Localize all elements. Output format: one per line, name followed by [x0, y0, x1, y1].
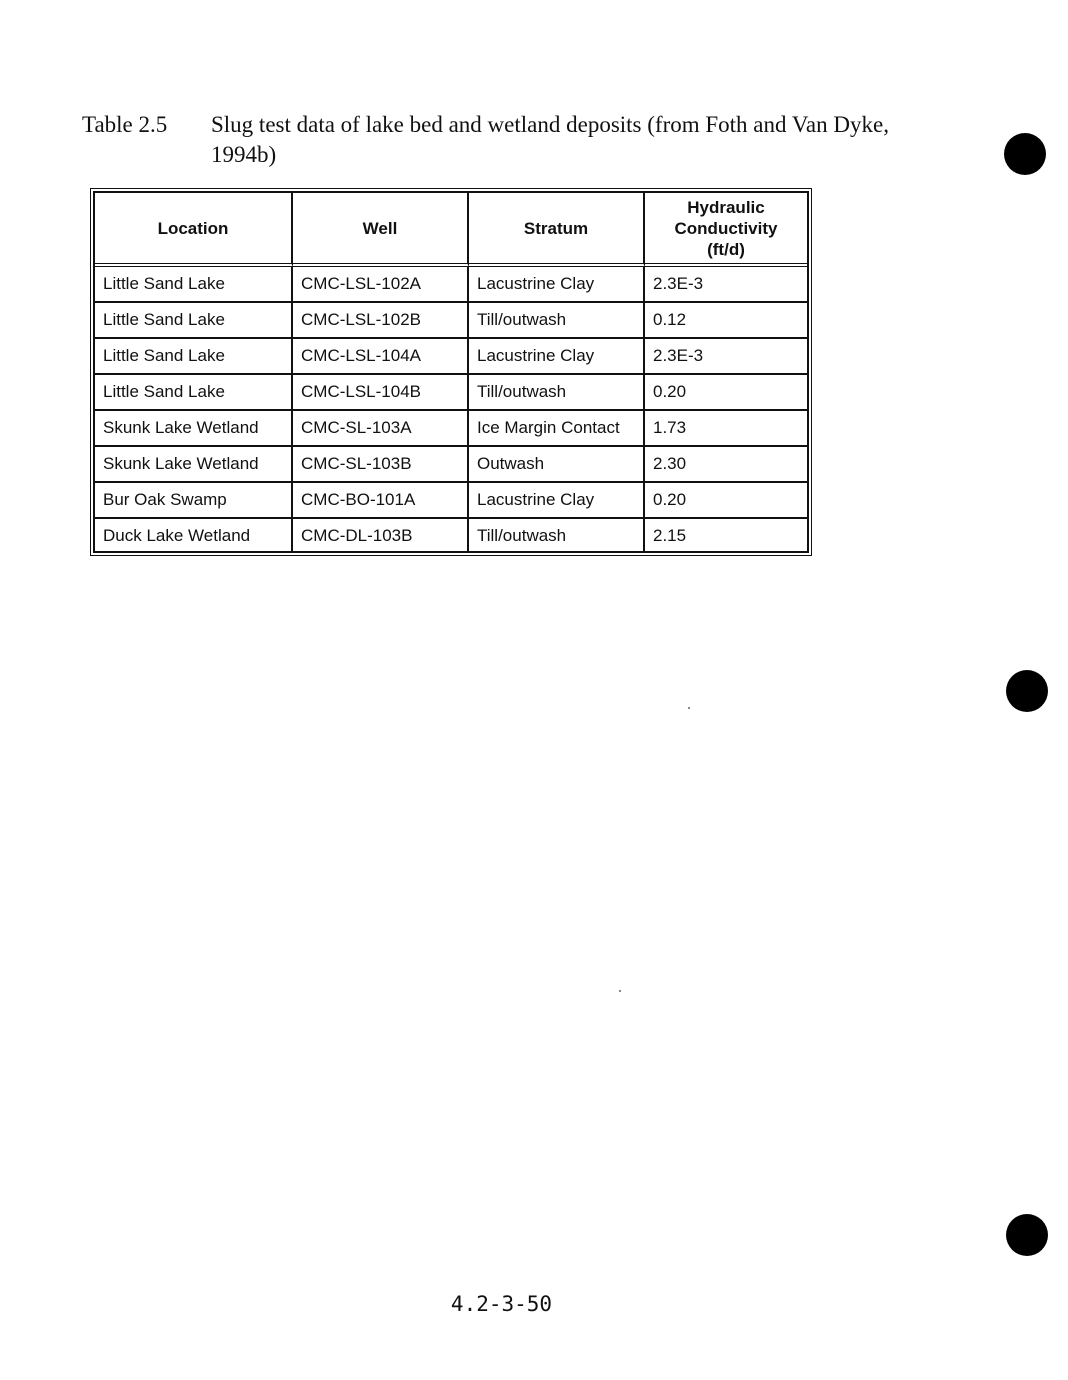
page-number: 4.2-3-50 [450, 1292, 553, 1316]
cell-stratum: Till/outwash [469, 303, 645, 339]
cell-location: Little Sand Lake [95, 267, 293, 303]
cell-stratum: Ice Margin Contact [469, 411, 645, 447]
cell-location: Skunk Lake Wetland [95, 411, 293, 447]
cell-well: CMC-BO-101A [293, 483, 469, 519]
margin-punch-hole-bottom [1006, 1214, 1048, 1256]
table-header-row [95, 193, 807, 267]
cell-conductivity: 0.20 [645, 375, 807, 411]
cell-location: Skunk Lake Wetland [95, 447, 293, 483]
cell-well: CMC-SL-103B [293, 447, 469, 483]
slug-test-table-inner [93, 191, 809, 553]
cell-conductivity: 0.20 [645, 483, 807, 519]
cell-well: CMC-SL-103A [293, 411, 469, 447]
cell-conductivity: 1.73 [645, 411, 807, 447]
table-row [95, 411, 807, 447]
cell-well: CMC-DL-103B [293, 519, 469, 553]
cell-location: Little Sand Lake [95, 375, 293, 411]
cell-well: CMC-LSL-104A [293, 339, 469, 375]
table-row [95, 303, 807, 339]
cell-stratum: Till/outwash [469, 519, 645, 553]
header-stratum: Stratum [469, 193, 645, 267]
cell-location: Little Sand Lake [95, 339, 293, 375]
scan-speck [619, 990, 621, 992]
cell-stratum: Outwash [469, 447, 645, 483]
slug-test-table [95, 193, 807, 553]
header-hydraulic-conductivity [645, 193, 807, 267]
table-row [95, 519, 807, 553]
table-row [95, 339, 807, 375]
header-location: Location [95, 193, 293, 267]
cell-stratum: Lacustrine Clay [469, 339, 645, 375]
cell-conductivity: 0.12 [645, 303, 807, 339]
scan-speck [688, 707, 690, 709]
cell-well: CMC-LSL-102A [293, 267, 469, 303]
slug-test-table-frame [90, 188, 812, 556]
cell-location: Duck Lake Wetland [95, 519, 293, 553]
cell-conductivity: 2.3E-3 [645, 339, 807, 375]
cell-conductivity: 2.30 [645, 447, 807, 483]
table-row [95, 447, 807, 483]
cell-location: Little Sand Lake [95, 303, 293, 339]
table-caption-text: Slug test data of lake bed and wetland deposits (from Foth and Van Dyke, 1994b) [211, 112, 889, 167]
table-row [95, 483, 807, 519]
cell-stratum: Lacustrine Clay [469, 267, 645, 303]
margin-punch-hole-middle [1006, 670, 1048, 712]
table-row [95, 267, 807, 303]
cell-well: CMC-LSL-102B [293, 303, 469, 339]
cell-conductivity: 2.3E-3 [645, 267, 807, 303]
cell-well: CMC-LSL-104B [293, 375, 469, 411]
cell-stratum: Till/outwash [469, 375, 645, 411]
header-conductivity-line-2: Conductivity [674, 218, 778, 238]
table-row [95, 375, 807, 411]
cell-conductivity: 2.15 [653, 526, 687, 545]
margin-punch-hole-top [1004, 133, 1046, 175]
header-conductivity-line-3: (ft/d) [707, 239, 745, 259]
header-conductivity-line-1: Hydraulic [687, 197, 765, 217]
cell-location: Bur Oak Swamp [95, 483, 293, 519]
header-well: Well [293, 193, 469, 267]
table-caption-label: Table 2.5 [82, 112, 168, 137]
cell-stratum: Lacustrine Clay [469, 483, 645, 519]
